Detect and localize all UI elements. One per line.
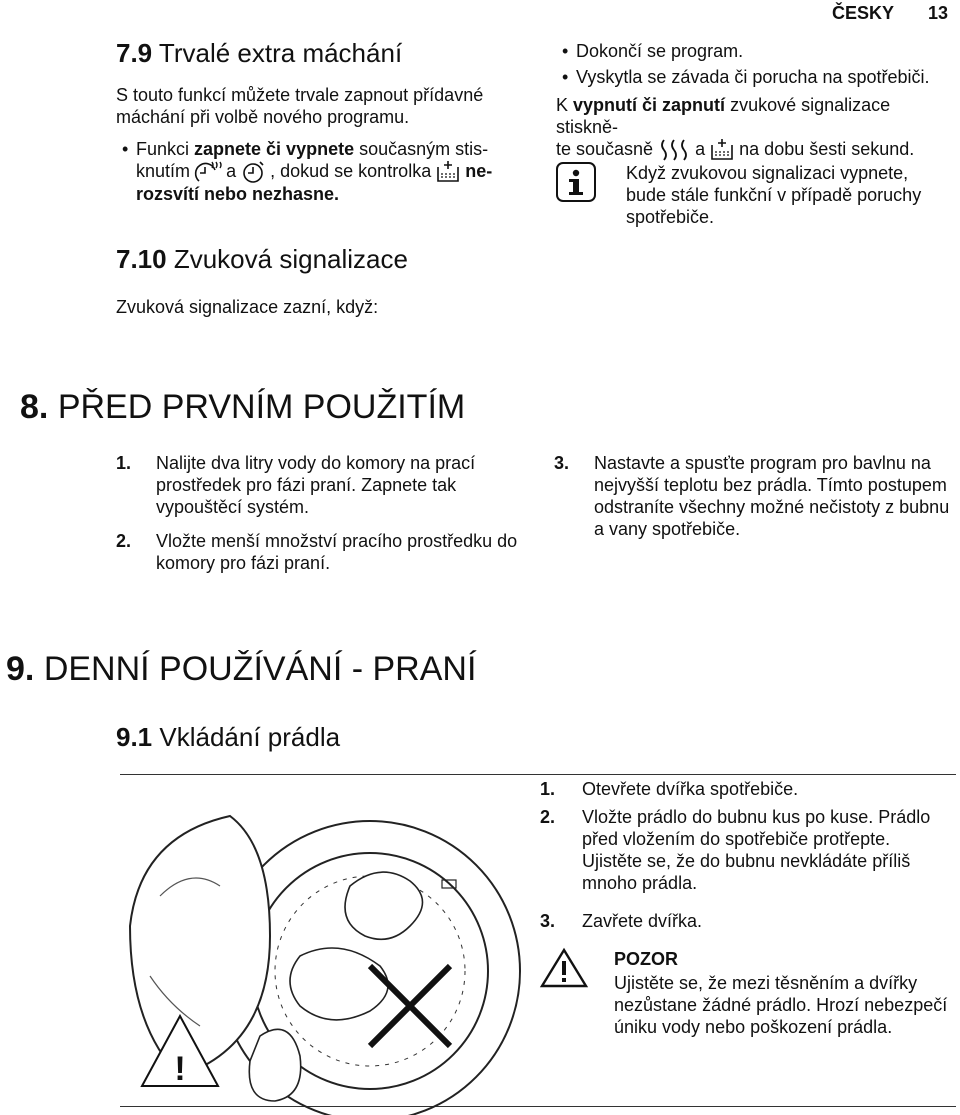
info-note: Když zvukovou signalizaci vypnete, bude stále funkční v případě poruchy spotřebiče.: [626, 163, 922, 227]
warning-title: POZOR: [614, 949, 679, 969]
section-number: 7.9: [116, 38, 153, 68]
section-title: Trvalé extra máchání: [158, 38, 403, 68]
chapter-title: DENNÍ POUŽÍVÁNÍ - PRANÍ: [43, 650, 477, 688]
page-number: 13: [928, 3, 949, 23]
list-item: 3. Zavřete dvířka.: [540, 911, 703, 931]
washing-machine-illustration: [120, 776, 520, 1106]
timer-icon: [241, 161, 265, 183]
list-item: 3. Nastavte a spusťte program pro bavlnu na nejvyšší teplotu bez prádla. Tímto postupem odstraníte všechny možné nečistoty z bubnu a vany spotřebiče.: [554, 453, 950, 539]
section-number: 7.10: [116, 244, 167, 274]
section-title: Zvuková signalizace: [173, 244, 408, 274]
section-7-9-intro: S touto funkcí můžete trvale zapnout přídavné máchání při volbě nového programu.: [116, 85, 484, 127]
chapter-title: PŘED PRVNÍM POUŽITÍM: [57, 388, 466, 426]
timer-steam-icon: [195, 161, 221, 183]
extra-rinse-icon: [436, 161, 460, 183]
divider: [120, 1106, 956, 1107]
warning-text: Ujistěte se, že mezi těsněním a dvířky nezůstane žádné prádlo. Hrozí nebezpečí úniku vody nebo poškození prádla.: [614, 973, 948, 1037]
section-7-10-title: [116, 244, 408, 275]
chapter-number: 8.: [20, 388, 49, 426]
section-7-9-bullet: • Funkci zapnete či vypnete současným stis- knutím a , dokud se kontrolka ne- rozsvítí nebo nezhasne.: [136, 138, 516, 205]
section-7-9-title: [116, 38, 402, 69]
list-item: • Dokončí se program.: [576, 40, 743, 62]
section-title: Vkládání prádla: [159, 722, 341, 752]
section-7-10-intro: Zvuková signalizace zazní, když:: [116, 297, 379, 317]
chapter-number: 9.: [6, 650, 35, 688]
list-item: 1. Otevřete dvířka spotřebiče.: [540, 779, 799, 799]
steam-icon: [658, 139, 690, 161]
divider: [120, 774, 956, 775]
list-item: • Vyskytla se závada či porucha na spotřebiči.: [576, 66, 930, 88]
list-item: 1. Nalijte dva litry vody do komory na prací prostředek pro fázi praní. Zapnete tak vypouštěcí systém.: [116, 453, 476, 517]
chapter-8-title: [20, 388, 465, 427]
sound-toggle-instruction: K vypnutí či zapnutí zvukové signalizace stiskně- te současně a na dobu šesti sekund.: [556, 94, 956, 161]
info-icon: [556, 162, 596, 202]
svg-text:!: !: [174, 1050, 186, 1088]
extra-rinse-icon: [710, 139, 734, 161]
section-number: 9.1: [116, 722, 153, 752]
warning-icon: [540, 948, 588, 988]
list-item: 2. Vložte menší množství pracího prostředku do komory pro fázi praní.: [116, 531, 518, 573]
language-label: ČESKY: [832, 3, 895, 23]
list-item: 2. Vložte prádlo do bubnu kus po kuse. Prádlo před vložením do spotřebiče protřepte. Ujistěte se, že do bubnu nevkládáte příliš mnoho prádla.: [540, 807, 931, 893]
chapter-9-title: [6, 650, 476, 689]
section-9-1-title: [116, 722, 340, 753]
